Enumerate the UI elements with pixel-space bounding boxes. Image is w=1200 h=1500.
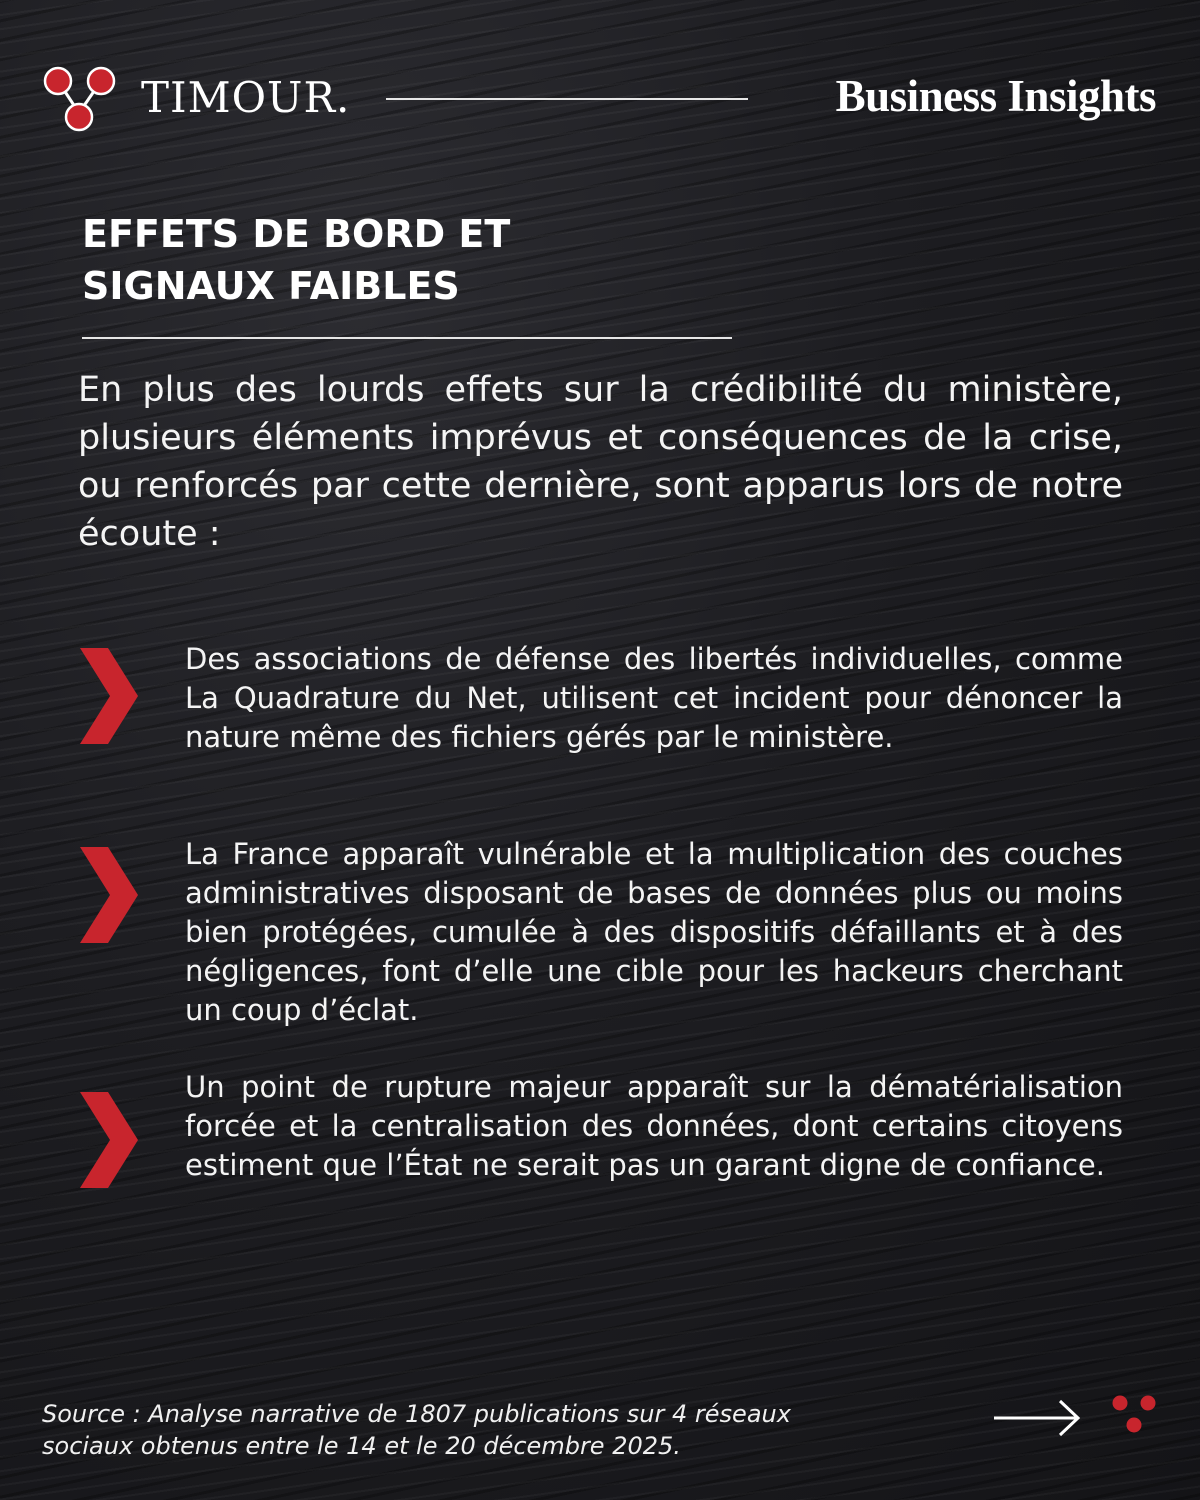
bullet-text: Des associations de défense des libertés individuelles, comme La Quadrature du Net, utilisent cet incident pour dénoncer la nature même des fichiers gérés par le ministère. <box>185 642 1123 754</box>
page-title <box>82 208 722 312</box>
intro-paragraph: En plus des lourds effets sur la crédibilité du ministère, plusieurs éléments imprévus et conséquences de la crise, ou renforcés par cette dernière, sont apparus lors de notre écoute : <box>78 370 1123 554</box>
source-note <box>42 1398 942 1462</box>
next-slide-button[interactable] <box>992 1398 1082 1438</box>
title-divider <box>82 337 732 339</box>
header-tagline: Business Insights <box>835 71 1156 121</box>
brand-name: TIMOUR. <box>141 73 351 122</box>
bullet-text: La France apparaît vulnérable et la multiplication des couches administratives disposant de bases de données plus ou moins bien protégées, cumulée à des dispositifs défaillants et à des négligences, font d’elle une cible pour les hackeurs cherchant un coup d’éclat. <box>185 837 1123 1027</box>
footer-logo-dots <box>1108 1392 1160 1436</box>
header-divider <box>386 98 748 100</box>
bullet-text: Un point de rupture majeur apparaît sur la dématérialisation forcée et la centralisation des données, dont certains citoyens estiment que l’État ne serait pas un garant digne de confiance. <box>185 1070 1123 1182</box>
three-red-dots-logo-icon <box>40 64 120 134</box>
red-chevron-icon <box>78 847 140 943</box>
source-line-1: Source : Analyse narrative de 1807 publications sur 4 réseaux <box>42 1400 791 1428</box>
arrow-right-icon <box>992 1398 1082 1438</box>
red-chevron-icon <box>78 648 140 744</box>
logo-mark <box>40 64 120 134</box>
page-title-line-2: SIGNAUX FAIBLES <box>82 264 460 308</box>
source-line-2: sociaux obtenus entre le 14 et le 20 décembre 2025. <box>42 1432 681 1460</box>
three-red-dots-icon <box>1108 1392 1160 1436</box>
red-chevron-icon <box>78 1092 140 1188</box>
page-title-line-1: EFFETS DE BORD ET <box>82 212 511 256</box>
